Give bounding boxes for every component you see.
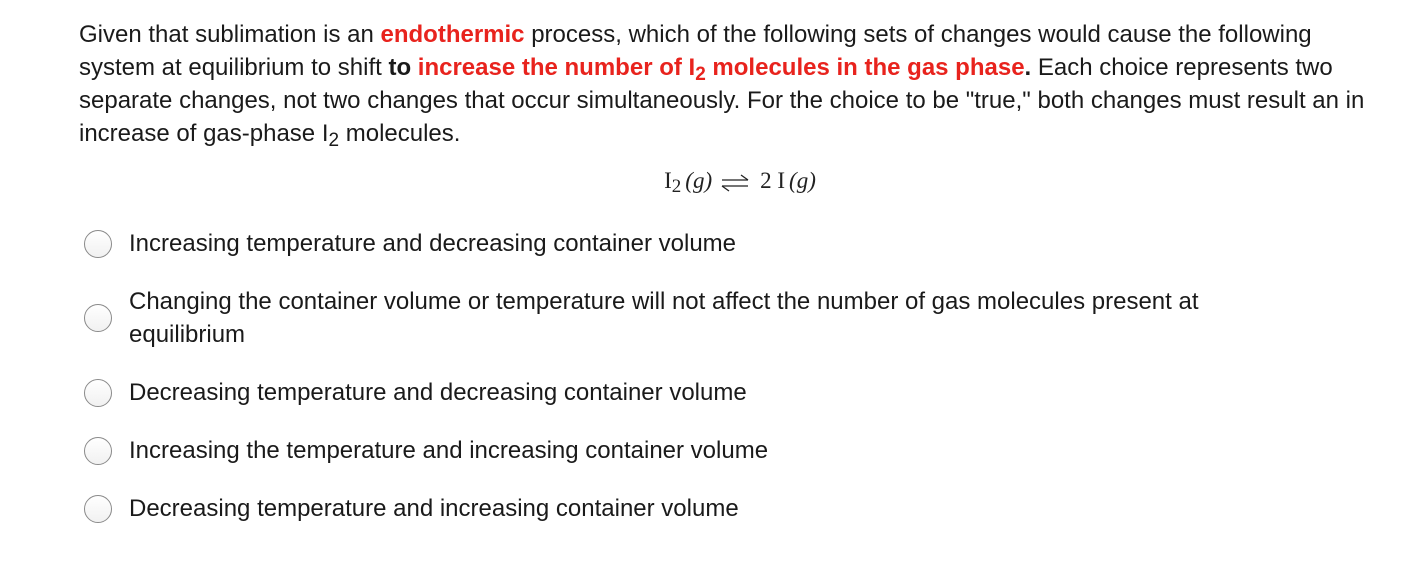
product-phase: (g) (789, 168, 816, 193)
radio-button[interactable] (84, 304, 112, 332)
option-label: Decreasing temperature and increasing container volume (129, 495, 739, 522)
option-5[interactable] (84, 492, 1309, 525)
reactant-subscript: 2 (671, 176, 682, 197)
equilibrium-equation (0, 168, 1407, 197)
keyword-endothermic: endothermic (380, 21, 525, 48)
reactant: I (664, 168, 672, 193)
equilibrium-arrow-icon (720, 173, 750, 193)
option-label: Increasing temperature and decreasing container volume (129, 230, 737, 257)
goal-highlight-sub: 2 (695, 64, 706, 85)
question-part3: Each choice represents two separate changes, not two changes that occur simultaneously. For the choice to be "true," both changes must result an in increase of gas-phase I (79, 54, 1365, 147)
radio-button[interactable] (84, 230, 112, 258)
option-4[interactable] (84, 434, 1309, 467)
option-label: Decreasing temperature and decreasing container volume (129, 379, 747, 406)
option-label: Changing the container volume or temperature will not affect the number of gas molecules present at equilibrium (129, 288, 1199, 348)
question-part2: process, which of the following sets of changes would cause the following system at equilibrium to shift (79, 21, 1312, 81)
goal-highlight-b: molecules in the gas phase (705, 54, 1025, 81)
keyword-to: to (388, 54, 418, 81)
radio-button[interactable] (84, 379, 112, 407)
product: 2 I (760, 168, 786, 193)
radio-button[interactable] (84, 495, 112, 523)
reactant-phase: (g) (685, 168, 713, 193)
question-part4: molecules. (339, 120, 461, 147)
option-label: Increasing the temperature and increasing container volume (129, 437, 769, 464)
question-text (79, 18, 1389, 150)
option-2[interactable] (84, 285, 1309, 351)
option-1[interactable] (84, 227, 1309, 260)
question-part1: Given that sublimation is an (79, 21, 381, 48)
option-3[interactable] (84, 376, 1309, 409)
radio-button[interactable] (84, 437, 112, 465)
goal-highlight-a: increase the number of I (417, 54, 696, 81)
question-part3-sub: 2 (328, 130, 340, 151)
goal-period: . (1024, 54, 1032, 81)
